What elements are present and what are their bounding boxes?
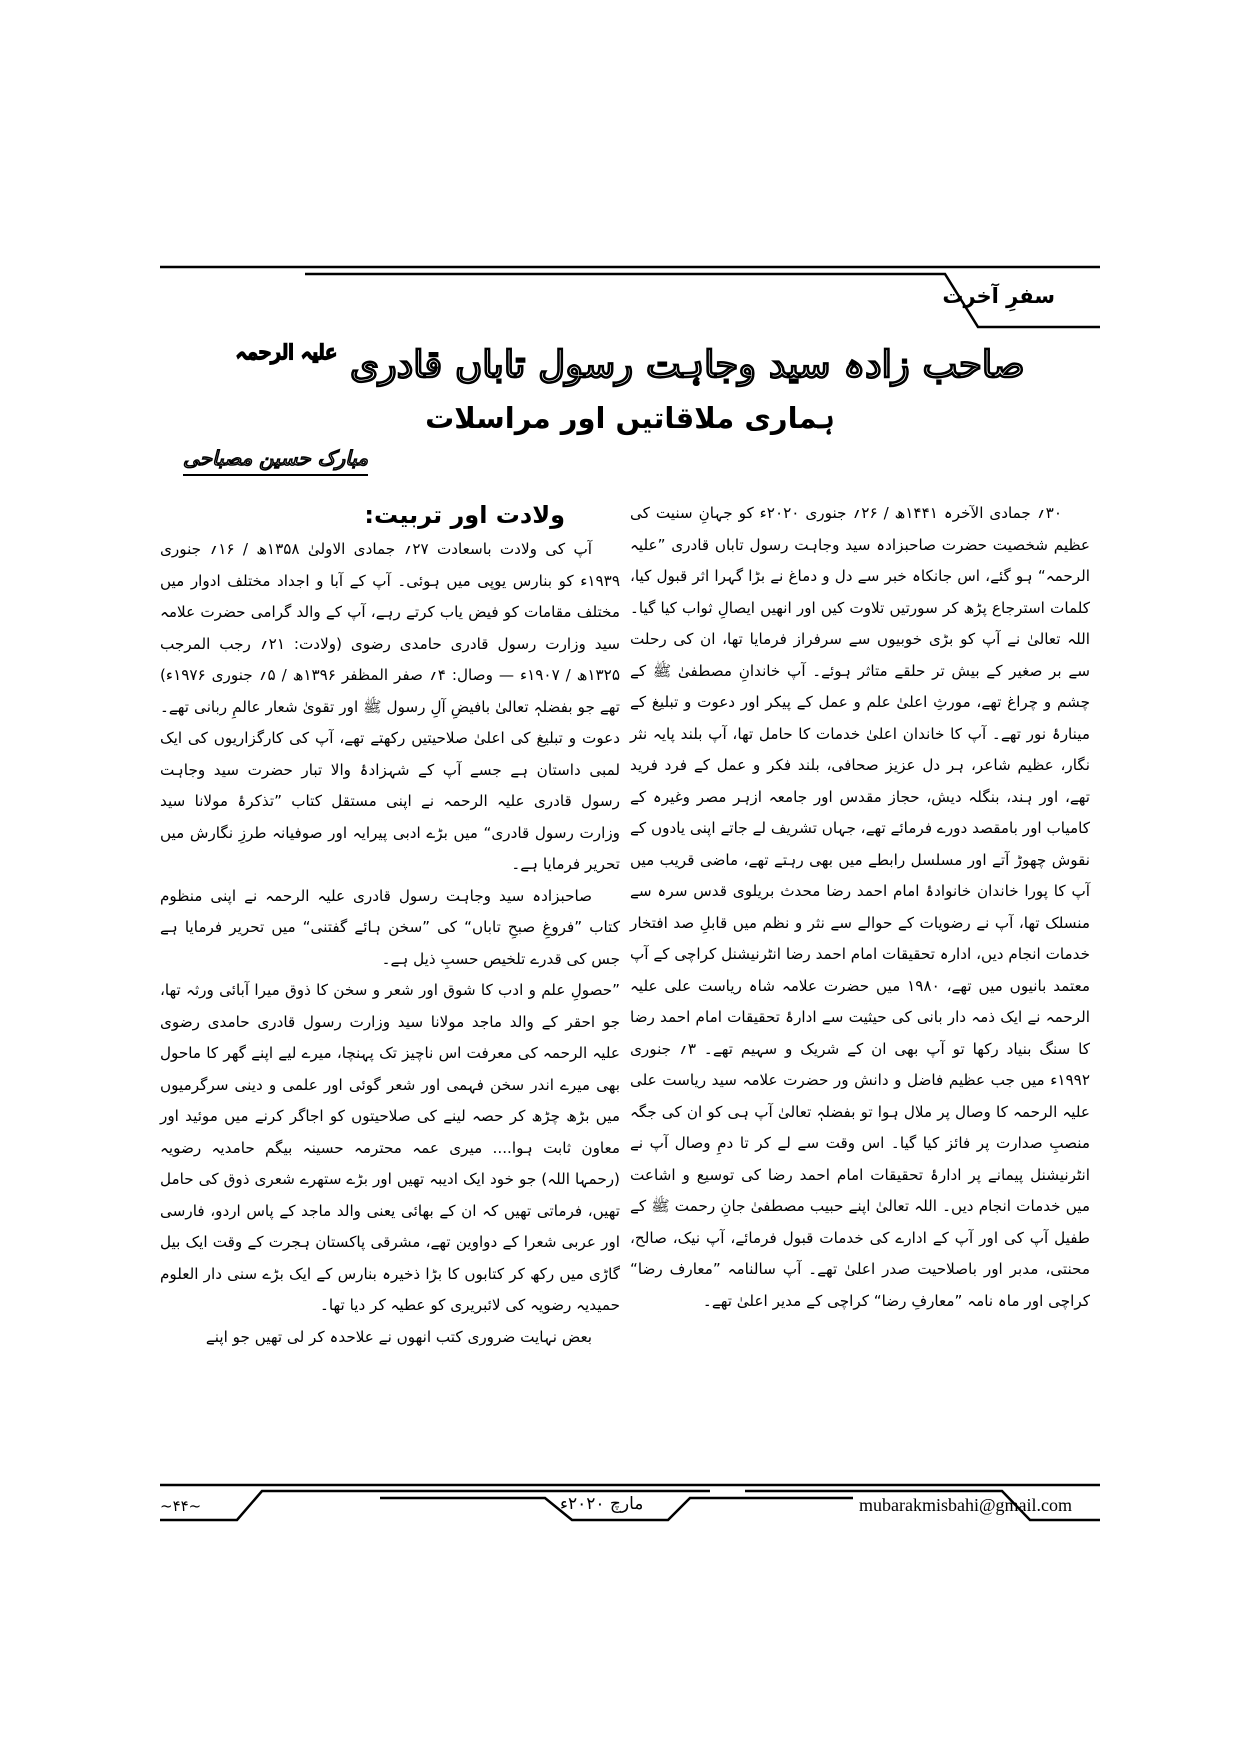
author-email: mubarakmisbahi@gmail.com	[858, 1495, 1072, 1515]
page-number: ~۴۴~	[160, 1497, 202, 1515]
article-title-text: صاحب زادہ سید وجاہت رسول تاباں قادری	[349, 342, 1025, 386]
article-subtitle: ہماری ملاقاتیں اور مراسلات	[425, 401, 835, 435]
column-right	[630, 498, 1090, 1317]
paragraph: بعض نہایت ضروری کتب انھوں نے علاحدہ کر لی تھیں جو اپنے	[205, 1327, 592, 1346]
paragraph: ”حصولِ علم و ادب کا شوق اور شعر و سخن کا ذوق میرا آبائی ورثہ تھا، جو احقر کے والد ماجد مولانا سید وزارت رسول قادری حامدی رضوی علیہ الرحمہ کی معرفت اس ناچیز تک پہنچا، میرے لیے اپنے گھر کا ماحول بھی میرے اندر سخن فہمی اور شعر گوئی اور علمی و دینی سرگرمیوں میں بڑھ چڑھ کر حصہ لینے کی صلاحیتوں کو اجاگر کرنے میں موئید اور معاون ثابت ہوا.... میری عمہ محترمہ حسینہ بیگم حامدیہ رضویہ (رحمہا اللہ) جو خود ایک ادیبہ تھیں اور بڑے ستھرے شعری ذوق کی حامل تھیں، فرماتی تھیں کہ ان کے بھائی یعنی والد ماجد کے پاس اردو، فارسی اور عربی شعرا کے دواوین تھے، مشرقی پاکستان ہجرت کے وقت ایک بیل گاڑی میں رکھ کر کتابوں کا بڑا ذخیرہ بنارس کے ایک بڑے سنی دار العلوم حمیدیہ رضویہ کی لائبریری کو عطیہ کر دیا تھا۔	[160, 981, 620, 1314]
issue-date: مارچ ۲۰۲۰ء	[560, 1494, 644, 1514]
column-left	[160, 498, 620, 1353]
honorific-mark: علیہ الرحمہ	[235, 340, 338, 364]
section-label: سفرِ آخرت	[942, 284, 1055, 308]
article-title	[160, 340, 1100, 386]
paragraph: آپ کی ولادت باسعادت ۲۷؍ جمادی الاولیٰ ۱۳۵۸ھ / ۱۶؍ جنوری ۱۹۳۹ء کو بنارس یوپی میں ہوئی۔ آپ کے آبا و اجداد مختلف ادوار میں مختلف مقامات کو فیض یاب کرتے رہے، آپ کے والد گرامی حضرت علامہ سید وزارت رسول قادری حامدی رضوی (ولادت: ۲۱؍ رجب المرجب ۱۳۲۵ھ / ۱۹۰۷ء — وصال: ۴؍ صفر المظفر ۱۳۹۶ھ / ۵؍ جنوری ۱۹۷۶ء) تھے جو بفضلہٖ تعالیٰ بافیضِ آلِ رسول ﷺ اور تقویٰ شعار عالمِ ربانی تھے۔ دعوت و تبلیغ کی اعلیٰ صلاحیتیں رکھتے تھے، آپ کی کارگزاریوں کی ایک لمبی داستان ہے جسے آپ کے شہزادۂ والا تبار حضرت سید وجاہت رسول قادری علیہ الرحمہ نے اپنی مستقل کتاب ”تذکرۂ مولانا سید وزارت رسول قادری“ میں بڑے ادبی پیرایہ اور صوفیانہ طرزِ نگارش میں تحریر فرمایا ہے۔	[160, 540, 620, 873]
paragraph: صاحبزادہ سید وجاہت رسول قادری علیہ الرحمہ نے اپنی منظوم کتاب ”فروغِ صبحِ تاباں“ کی ”سخن ہائے گفتنی“ میں تحریر فرمایا ہے جس کی قدرے تلخیص حسبِ ذیل ہے۔	[160, 886, 620, 968]
author-byline: مبارک حسین مصباحی	[183, 446, 368, 476]
section-heading: ولادت اور تربیت:	[364, 501, 565, 529]
paragraph: ۳۰؍ جمادی الآخرہ ۱۴۴۱ھ / ۲۶؍ جنوری ۲۰۲۰ء کو جہانِ سنیت کی عظیم شخصیت حضرت صاحبزادہ سید وجاہت رسول تاباں قادری ”علیہ الرحمہ“ ہو گئے، اس جانکاہ خبر سے دل و دماغ نے بڑا گہرا اثر قبول کیا، کلمات استرجاع پڑھ کر سورتیں تلاوت کیں اور انھیں ایصالِ ثواب کیا گیا۔ اللہ تعالیٰ نے آپ کو بڑی خوبیوں سے سرفراز فرمایا تھا، ان کی رحلت سے بر صغیر کے بیش تر حلقے متاثر ہوئے۔ آپ خاندانِ مصطفیٰ ﷺ کے چشم و چراغ تھے، مورثِ اعلیٰ علم و عمل کے پیکر اور دعوت و تبلیغ کے مینارۂ نور تھے۔ آپ کا خاندان اعلیٰ خدمات کا حامل تھا، آپ بلند پایہ نثر نگار، عظیم شاعر، ہر دل عزیز صحافی، بلند فکر و عمل کے فرد فرید تھے، اور ہند، بنگلہ دیش، حجاز مقدس اور جامعہ ازہر مصر وغیرہ کے کامیاب اور بامقصد دورے فرمائے تھے، جہاں تشریف لے جاتے اپنی یادوں کے نقوش چھوڑ آتے اور مسلسل رابطے میں بھی رہتے تھے، ماضی قریب میں آپ کا پورا خاندان خانوادۂ امام احمد رضا محدث بریلوی قدس سرہ سے منسلک تھا، آپ نے رضویات کے حوالے سے نثر و نظم میں قابلِ صد افتخار خدمات انجام دیں، ادارہ تحقیقات امام احمد رضا انٹرنیشنل کراچی کے آپ معتمد بانیوں میں تھے، ۱۹۸۰ میں حضرت علامہ شاہ ریاست علی علیہ الرحمہ نے ایک ذمہ دار بانی کی حیثیت سے ادارۂ تحقیقات امام احمد رضا کا سنگ بنیاد رکھا تو آپ بھی ان کے شریک و سہیم تھے۔ ۳؍ جنوری ۱۹۹۲ء میں جب عظیم فاضل و دانش ور حضرت علامہ سید ریاست علی علیہ الرحمہ کا وصال پر ملال ہوا تو بفضلہٖ تعالیٰ آپ ہی کو ان کی جگہ منصبِ صدارت پر فائز کیا گیا۔ اس وقت سے لے کر تا دمِ وصال آپ نے انٹرنیشنل پیمانے پر ادارۂ تحقیقات امام احمد رضا کی توسیع و اشاعت میں خدمات انجام دیں۔ اللہ تعالیٰ اپنے حبیب مصطفیٰ جانِ رحمت ﷺ کے طفیل آپ کی اور آپ کے ادارے کی خدمات قبول فرمائے، آپ نیک، صالح، محنتی، مدبر اور باصلاحیت صدر اعلیٰ تھے۔ آپ سالنامہ ”معارف رضا“ کراچی اور ماہ نامہ ”معارفِ رضا“ کراچی کے مدیر اعلیٰ تھے۔	[630, 504, 1091, 1310]
